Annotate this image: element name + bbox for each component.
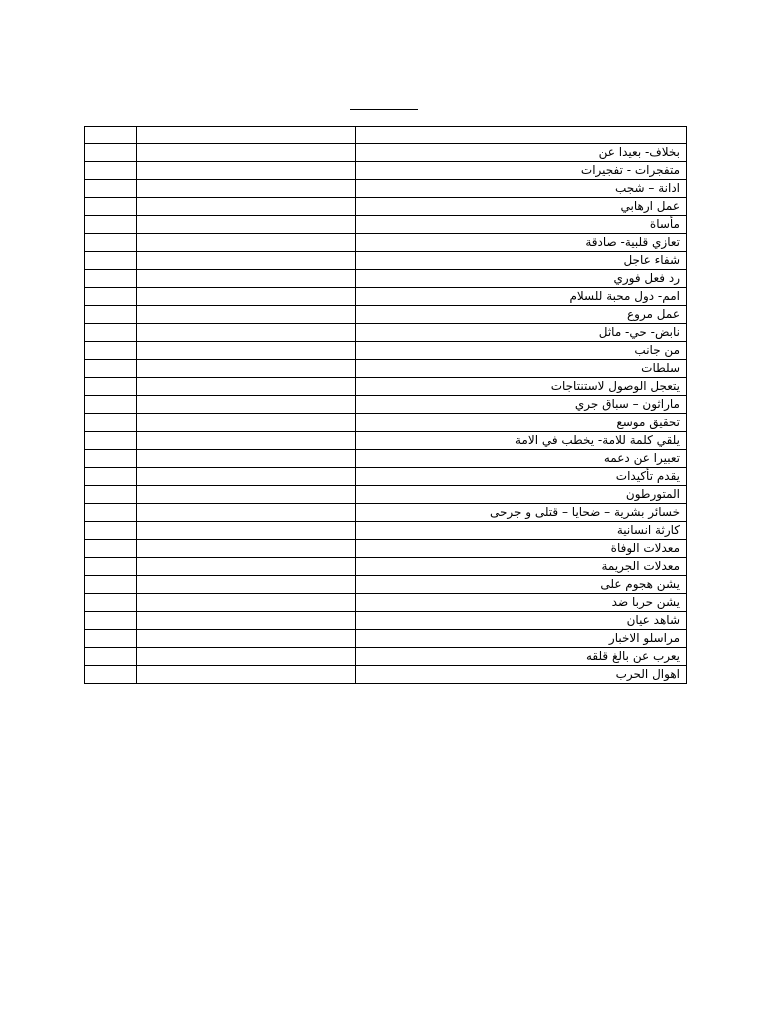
term-cell: اهوال الحرب (356, 666, 687, 684)
table-row (85, 342, 687, 360)
blank-cell-answer (137, 486, 356, 504)
table-row (85, 432, 687, 450)
table-row (85, 594, 687, 612)
blank-cell-answer (137, 144, 356, 162)
term-cell: تعازي قلبية- صادقة (356, 234, 687, 252)
table-row (85, 360, 687, 378)
term-cell: بخلاف- بعيدا عن (356, 144, 687, 162)
header-cell-2 (137, 127, 356, 144)
table-row (85, 558, 687, 576)
blank-cell-number (85, 594, 137, 612)
blank-cell-answer (137, 162, 356, 180)
blank-cell-number (85, 162, 137, 180)
blank-cell-answer (137, 180, 356, 198)
blank-cell-number (85, 180, 137, 198)
table-row (85, 540, 687, 558)
term-cell: مأساة (356, 216, 687, 234)
term-cell: من جانب (356, 342, 687, 360)
term-cell: يلقي كلمة للامة- يخطب في الامة (356, 432, 687, 450)
blank-cell-number (85, 342, 137, 360)
term-cell: نابض- حي- ماثل (356, 324, 687, 342)
table-row (85, 234, 687, 252)
header-cell-1 (85, 127, 137, 144)
term-cell: خسائر بشرية – ضحايا – قتلى و جرحى (356, 504, 687, 522)
blank-cell-answer (137, 306, 356, 324)
blank-cell-number (85, 288, 137, 306)
blank-cell-answer (137, 270, 356, 288)
blank-cell-number (85, 270, 137, 288)
blank-cell-answer (137, 288, 356, 306)
blank-cell-number (85, 468, 137, 486)
term-cell: مراسلو الاخبار (356, 630, 687, 648)
term-cell: يقدم تأكيدات (356, 468, 687, 486)
table-row (85, 144, 687, 162)
term-cell: رد فعل فوري (356, 270, 687, 288)
blank-cell-answer (137, 450, 356, 468)
blank-cell-answer (137, 504, 356, 522)
blank-cell-number (85, 612, 137, 630)
table-row (85, 396, 687, 414)
blank-cell-number (85, 432, 137, 450)
blank-cell-number (85, 486, 137, 504)
blank-cell-number (85, 324, 137, 342)
blank-cell-number (85, 234, 137, 252)
blank-cell-number (85, 558, 137, 576)
blank-cell-answer (137, 216, 356, 234)
table-row (85, 612, 687, 630)
table-row (85, 162, 687, 180)
table-row (85, 450, 687, 468)
blank-cell-answer (137, 594, 356, 612)
term-cell: معدلات الجريمة (356, 558, 687, 576)
term-cell: عمل ارهابي (356, 198, 687, 216)
blank-cell-answer (137, 522, 356, 540)
term-cell: ادانة – شجب (356, 180, 687, 198)
table-row (85, 252, 687, 270)
table-row (85, 288, 687, 306)
term-cell: كارثة انسانية (356, 522, 687, 540)
blank-cell-answer (137, 324, 356, 342)
term-cell: يشن هجوم على (356, 576, 687, 594)
table-row (85, 216, 687, 234)
blank-cell-number (85, 414, 137, 432)
blank-cell-answer (137, 468, 356, 486)
blank-cell-number (85, 576, 137, 594)
term-cell: شاهد عيان (356, 612, 687, 630)
blank-cell-number (85, 306, 137, 324)
term-cell: يشن حربا ضد (356, 594, 687, 612)
blank-cell-number (85, 450, 137, 468)
blank-cell-number (85, 540, 137, 558)
blank-cell-answer (137, 612, 356, 630)
blank-cell-answer (137, 648, 356, 666)
blank-cell-number (85, 522, 137, 540)
blank-cell-answer (137, 234, 356, 252)
term-cell: تحقيق موسع (356, 414, 687, 432)
term-cell: يتعجل الوصول لاستنتاجات (356, 378, 687, 396)
table-row (85, 270, 687, 288)
term-cell: ماراثون – سباق جري (356, 396, 687, 414)
blank-cell-number (85, 360, 137, 378)
blank-cell-number (85, 504, 137, 522)
term-cell: معدلات الوفاة (356, 540, 687, 558)
term-cell: امم- دول محبة للسلام (356, 288, 687, 306)
blank-cell-answer (137, 378, 356, 396)
blank-cell-answer (137, 630, 356, 648)
blank-cell-answer (137, 432, 356, 450)
term-cell: المتورطون (356, 486, 687, 504)
blank-cell-number (85, 144, 137, 162)
vocabulary-table (84, 126, 687, 684)
blank-cell-number (85, 666, 137, 684)
blank-cell-number (85, 198, 137, 216)
table-row (85, 504, 687, 522)
blank-cell-answer (137, 558, 356, 576)
blank-cell-answer (137, 540, 356, 558)
term-cell: متفجرات - تفجيرات (356, 162, 687, 180)
blank-cell-number (85, 216, 137, 234)
table-row (85, 324, 687, 342)
blank-cell-number (85, 378, 137, 396)
table-row (85, 468, 687, 486)
table-row (85, 486, 687, 504)
term-cell: تعبيرا عن دعمه (356, 450, 687, 468)
table-row (85, 180, 687, 198)
blank-cell-answer (137, 252, 356, 270)
blank-cell-number (85, 648, 137, 666)
table-header-row (85, 127, 687, 144)
table-row (85, 414, 687, 432)
blank-cell-answer (137, 576, 356, 594)
blank-cell-number (85, 396, 137, 414)
blank-cell-answer (137, 198, 356, 216)
table-row (85, 378, 687, 396)
blank-cell-answer (137, 414, 356, 432)
title-underline (350, 109, 418, 110)
term-cell: شفاء عاجل (356, 252, 687, 270)
blank-cell-answer (137, 396, 356, 414)
blank-cell-number (85, 252, 137, 270)
table-row (85, 198, 687, 216)
term-cell: يعرب عن بالغ قلقه (356, 648, 687, 666)
table-row (85, 666, 687, 684)
header-cell-3 (356, 127, 687, 144)
table-row (85, 306, 687, 324)
table-row (85, 648, 687, 666)
blank-cell-answer (137, 342, 356, 360)
term-cell: عمل مروع (356, 306, 687, 324)
blank-cell-number (85, 630, 137, 648)
blank-cell-answer (137, 666, 356, 684)
table-row (85, 630, 687, 648)
table-row (85, 576, 687, 594)
term-cell: سلطات (356, 360, 687, 378)
table-row (85, 522, 687, 540)
blank-cell-answer (137, 360, 356, 378)
